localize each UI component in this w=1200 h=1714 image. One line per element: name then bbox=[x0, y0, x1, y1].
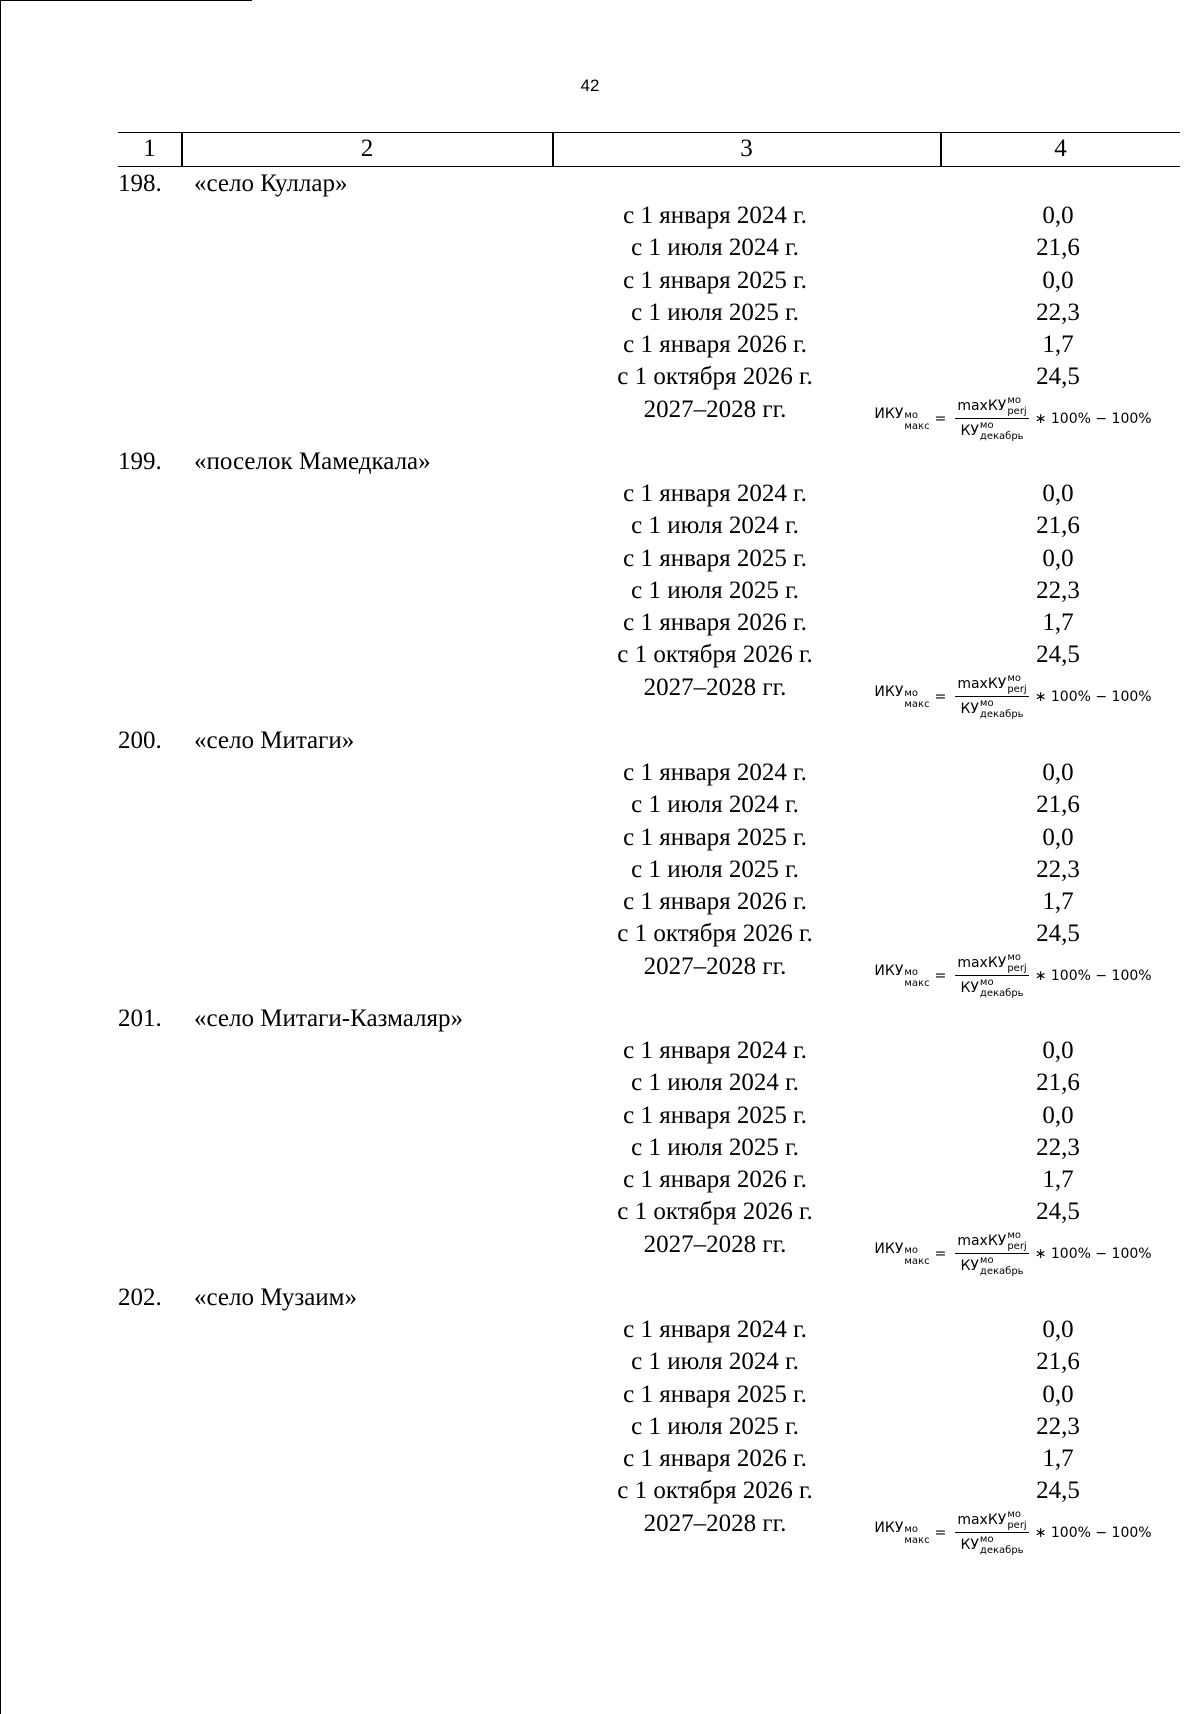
formula-denominator bbox=[958, 976, 1025, 999]
formula-superscript: мо bbox=[904, 687, 919, 699]
formula-subscript: декабрь bbox=[979, 988, 1024, 1000]
table-row bbox=[118, 297, 1180, 329]
period-cell: с 1 января 2024 г. bbox=[623, 202, 807, 229]
formula-row bbox=[118, 1229, 1180, 1279]
period-cell: с 1 января 2026 г. bbox=[623, 609, 807, 637]
period-cell: с 1 января 2025 г. bbox=[623, 1380, 807, 1408]
formula-numerator-indices bbox=[1007, 952, 1026, 974]
table-row bbox=[118, 1164, 1180, 1196]
formula-subscript: макс bbox=[904, 977, 930, 989]
value-cell: 24,5 bbox=[1036, 920, 1080, 948]
formula-superscript: мо bbox=[904, 966, 919, 978]
formula-subscript: макс bbox=[904, 1255, 930, 1267]
formula-subscript: декабрь bbox=[979, 1266, 1024, 1278]
formula bbox=[848, 394, 1178, 444]
formula-equals: = bbox=[934, 1245, 947, 1262]
table-row bbox=[118, 1475, 1180, 1507]
period-cell: с 1 января 2026 г. bbox=[623, 1166, 807, 1194]
value-cell: 24,5 bbox=[1036, 1198, 1080, 1226]
value-cell: 22,3 bbox=[1036, 855, 1080, 883]
scan-edge-top bbox=[0, 0, 252, 1]
period-cell: с 1 июля 2024 г. bbox=[631, 791, 799, 819]
formula-superscript: мо bbox=[979, 420, 994, 432]
formula-equals: = bbox=[934, 967, 947, 984]
formula-superscript: мо bbox=[1007, 1230, 1021, 1242]
table-row bbox=[118, 232, 1180, 264]
table-row bbox=[118, 789, 1180, 821]
header-col-4: 4 bbox=[1054, 135, 1067, 162]
formula-denominator-indices bbox=[980, 1255, 1024, 1277]
settlement-name: «село Куллар» bbox=[194, 170, 348, 197]
formula-superscript: мо bbox=[1007, 673, 1021, 685]
period-cell: с 1 января 2024 г. bbox=[623, 759, 807, 786]
formula-row bbox=[118, 394, 1180, 444]
entry-number: 199. bbox=[118, 448, 162, 475]
period-cell: с 1 октября 2026 г. bbox=[617, 1198, 813, 1226]
header-col-2: 2 bbox=[360, 135, 374, 162]
entry-rows bbox=[118, 200, 1180, 444]
value-cell: 22,3 bbox=[1036, 576, 1080, 604]
entry-number: 200. bbox=[118, 727, 162, 754]
formula-denominator-indices bbox=[980, 1534, 1024, 1556]
period-cell: с 1 января 2025 г. bbox=[623, 544, 807, 572]
formula-lhs bbox=[874, 1241, 929, 1267]
formula-superscript: мо bbox=[1007, 395, 1021, 407]
value-cell: 24,5 bbox=[1036, 641, 1080, 669]
period-cell: с 1 января 2024 г. bbox=[623, 1316, 807, 1343]
table-entry bbox=[118, 1004, 1180, 1282]
formula-superscript: мо bbox=[1007, 952, 1021, 964]
formula bbox=[848, 1508, 1178, 1558]
value-cell: 0,0 bbox=[1042, 480, 1074, 507]
formula-lhs-indices bbox=[904, 410, 929, 432]
period-cell: с 1 января 2025 г. bbox=[623, 823, 807, 851]
formula-subscript: макс bbox=[904, 698, 930, 710]
value-cell: 21,6 bbox=[1036, 1069, 1080, 1097]
period-cell: с 1 октября 2026 г. bbox=[617, 363, 813, 391]
value-cell: 22,3 bbox=[1036, 1412, 1080, 1440]
period-cell: с 1 октября 2026 г. bbox=[617, 641, 813, 669]
settlement-name: «село Митаги» bbox=[194, 727, 355, 754]
formula-tail: ∗ 100% − 100% bbox=[1034, 1524, 1152, 1541]
formula-lhs bbox=[874, 684, 929, 710]
table-row bbox=[118, 607, 1180, 639]
formula bbox=[848, 951, 1178, 1001]
table-row bbox=[118, 1443, 1180, 1475]
period-cell: 2027–2028 гг. bbox=[643, 395, 787, 423]
value-cell: 0,0 bbox=[1042, 266, 1074, 294]
formula-subscript: декабрь bbox=[979, 1545, 1024, 1557]
table-row bbox=[118, 918, 1180, 950]
header-col-3: 3 bbox=[740, 135, 753, 162]
period-cell: 2027–2028 гг. bbox=[643, 952, 787, 980]
formula-numerator-symbol: maxКУ bbox=[957, 676, 1007, 693]
formula-lhs bbox=[874, 406, 929, 432]
period-cell: с 1 января 2026 г. bbox=[623, 888, 807, 916]
period-cell: с 1 июля 2025 г. bbox=[631, 1133, 799, 1161]
table-row bbox=[118, 1067, 1180, 1099]
table-row bbox=[118, 1035, 1180, 1067]
formula-superscript: мо bbox=[1007, 1509, 1021, 1521]
value-cell: 21,6 bbox=[1036, 791, 1080, 819]
value-cell: 0,0 bbox=[1042, 759, 1074, 786]
formula-subscript: декабрь bbox=[979, 709, 1024, 721]
table-row bbox=[118, 361, 1180, 393]
formula-numerator bbox=[955, 673, 1028, 697]
table-row bbox=[118, 575, 1180, 607]
table-row bbox=[118, 854, 1180, 886]
value-cell: 24,5 bbox=[1036, 363, 1080, 391]
formula-fraction bbox=[955, 1230, 1028, 1277]
period-cell: с 1 июля 2024 г. bbox=[631, 512, 799, 540]
formula bbox=[848, 672, 1178, 722]
formula-numerator bbox=[955, 395, 1028, 419]
formula-superscript: мо bbox=[904, 1244, 919, 1256]
table-row bbox=[118, 329, 1180, 361]
formula-numerator bbox=[955, 952, 1028, 976]
formula-denominator bbox=[958, 1254, 1025, 1277]
value-cell: 0,0 bbox=[1042, 1316, 1074, 1343]
formula-equals: = bbox=[934, 410, 947, 427]
value-cell: 1,7 bbox=[1042, 331, 1074, 359]
formula-lhs-indices bbox=[904, 1245, 929, 1267]
value-cell: 0,0 bbox=[1042, 544, 1074, 572]
formula-row bbox=[118, 951, 1180, 1001]
formula-subscript: perj bbox=[1007, 963, 1027, 975]
period-cell: с 1 октября 2026 г. bbox=[617, 920, 813, 948]
formula-numerator-indices bbox=[1007, 395, 1026, 417]
formula-tail: ∗ 100% − 100% bbox=[1034, 1245, 1152, 1262]
value-cell: 1,7 bbox=[1042, 609, 1074, 637]
formula-fraction bbox=[955, 673, 1028, 720]
table-row bbox=[118, 510, 1180, 542]
table-row bbox=[118, 1100, 1180, 1132]
formula-subscript: perj bbox=[1007, 1520, 1027, 1532]
formula-subscript: perj bbox=[1007, 406, 1027, 418]
value-cell: 21,6 bbox=[1036, 512, 1080, 540]
value-cell: 0,0 bbox=[1042, 1101, 1074, 1129]
page-number: 42 bbox=[580, 76, 600, 95]
period-cell: с 1 января 2024 г. bbox=[623, 480, 807, 507]
formula-lhs-indices bbox=[904, 688, 929, 710]
formula-tail: ∗ 100% − 100% bbox=[1034, 688, 1152, 705]
formula-superscript: мо bbox=[979, 1534, 994, 1546]
formula-fraction bbox=[955, 395, 1028, 442]
table-row bbox=[118, 757, 1180, 789]
settlement-name: «село Музаим» bbox=[194, 1284, 358, 1311]
value-cell: 24,5 bbox=[1036, 1477, 1080, 1505]
table-row bbox=[118, 543, 1180, 575]
value-cell: 21,6 bbox=[1036, 234, 1080, 262]
table-row bbox=[118, 1132, 1180, 1164]
value-cell: 21,6 bbox=[1036, 1348, 1080, 1376]
formula-subscript: perj bbox=[1007, 684, 1027, 696]
period-cell: с 1 июля 2025 г. bbox=[631, 1412, 799, 1440]
entry-rows bbox=[118, 478, 1180, 722]
entry-rows bbox=[118, 1035, 1180, 1279]
formula-denominator-indices bbox=[980, 420, 1024, 442]
table-entry bbox=[118, 447, 1180, 725]
header-col-1: 1 bbox=[143, 135, 156, 162]
formula-denominator-symbol: КУ bbox=[960, 1258, 979, 1275]
period-cell: с 1 июля 2025 г. bbox=[631, 855, 799, 883]
formula-denominator-symbol: КУ bbox=[960, 1537, 979, 1554]
formula-lhs-indices bbox=[904, 1524, 929, 1546]
formula-equals: = bbox=[934, 688, 947, 705]
period-cell: 2027–2028 гг. bbox=[643, 673, 787, 701]
formula-lhs-symbol: ИКУ bbox=[874, 1519, 904, 1536]
entry-number: 198. bbox=[118, 170, 162, 197]
settlement-name: «село Митаги-Казмаляр» bbox=[194, 1005, 464, 1032]
period-cell: с 1 января 2026 г. bbox=[623, 1445, 807, 1473]
period-cell: с 1 января 2026 г. bbox=[623, 331, 807, 359]
period-cell: с 1 июля 2024 г. bbox=[631, 1069, 799, 1097]
value-cell: 22,3 bbox=[1036, 1133, 1080, 1161]
value-cell: 0,0 bbox=[1042, 1380, 1074, 1408]
formula-denominator-indices bbox=[980, 698, 1024, 720]
formula-superscript: мо bbox=[904, 1523, 919, 1535]
period-cell: с 1 июля 2024 г. bbox=[631, 234, 799, 262]
formula-lhs-symbol: ИКУ bbox=[874, 1240, 904, 1257]
formula-subscript: декабрь bbox=[979, 431, 1024, 443]
value-cell: 0,0 bbox=[1042, 823, 1074, 851]
value-cell: 1,7 bbox=[1042, 1445, 1074, 1473]
period-cell: с 1 июля 2025 г. bbox=[631, 298, 799, 326]
table-header-row bbox=[118, 132, 1180, 167]
formula bbox=[848, 1229, 1178, 1279]
table-entry bbox=[118, 726, 1180, 1004]
formula-superscript: мо bbox=[904, 409, 919, 421]
formula-row bbox=[118, 1508, 1180, 1558]
formula-numerator bbox=[955, 1230, 1028, 1254]
table-row bbox=[118, 639, 1180, 671]
formula-superscript: мо bbox=[979, 1255, 994, 1267]
value-cell: 0,0 bbox=[1042, 1037, 1074, 1064]
period-cell: с 1 января 2025 г. bbox=[623, 1101, 807, 1129]
formula-denominator-indices bbox=[980, 977, 1024, 999]
formula-fraction bbox=[955, 952, 1028, 999]
formula-lhs-indices bbox=[904, 967, 929, 989]
formula-numerator-symbol: maxКУ bbox=[957, 398, 1007, 415]
table-entry bbox=[118, 169, 1180, 447]
formula-lhs-symbol: ИКУ bbox=[874, 683, 904, 700]
table-row bbox=[118, 478, 1180, 510]
period-cell: с 1 октября 2026 г. bbox=[617, 1477, 813, 1505]
formula-denominator bbox=[958, 419, 1025, 442]
formula-lhs bbox=[874, 1520, 929, 1546]
formula-superscript: мо bbox=[979, 698, 994, 710]
table-row bbox=[118, 1411, 1180, 1443]
value-cell: 22,3 bbox=[1036, 298, 1080, 326]
period-cell: с 1 июля 2025 г. bbox=[631, 576, 799, 604]
settlement-name: «поселок Мамедкала» bbox=[194, 448, 431, 475]
formula-denominator bbox=[958, 1533, 1025, 1556]
formula-subscript: макс bbox=[904, 420, 930, 432]
formula-tail: ∗ 100% − 100% bbox=[1034, 967, 1152, 984]
formula-numerator-indices bbox=[1007, 673, 1026, 695]
formula-row bbox=[118, 672, 1180, 722]
formula-numerator bbox=[955, 1509, 1028, 1533]
period-cell: с 1 января 2025 г. bbox=[623, 266, 807, 294]
formula-lhs bbox=[874, 963, 929, 989]
entry-number: 201. bbox=[118, 1005, 162, 1032]
period-cell: 2027–2028 гг. bbox=[643, 1230, 787, 1258]
formula-denominator-symbol: КУ bbox=[960, 980, 979, 997]
formula-numerator-symbol: maxКУ bbox=[957, 955, 1007, 972]
value-cell: 1,7 bbox=[1042, 888, 1074, 916]
entry-rows bbox=[118, 757, 1180, 1001]
entry-rows bbox=[118, 1314, 1180, 1558]
formula-tail: ∗ 100% − 100% bbox=[1034, 410, 1152, 427]
table-row bbox=[118, 1196, 1180, 1228]
formula-numerator-symbol: maxКУ bbox=[957, 1233, 1007, 1250]
formula-equals: = bbox=[934, 1524, 947, 1541]
scan-edge-left bbox=[0, 0, 1, 1714]
formula-fraction bbox=[955, 1509, 1028, 1556]
formula-numerator-symbol: maxКУ bbox=[957, 1512, 1007, 1529]
table-row bbox=[118, 822, 1180, 854]
formula-lhs-symbol: ИКУ bbox=[874, 405, 904, 422]
formula-superscript: мо bbox=[979, 977, 994, 989]
formula-lhs-symbol: ИКУ bbox=[874, 962, 904, 979]
period-cell: 2027–2028 гг. bbox=[643, 1509, 787, 1537]
formula-numerator-indices bbox=[1007, 1509, 1026, 1531]
table-row bbox=[118, 1314, 1180, 1346]
table-row bbox=[118, 265, 1180, 297]
formula-denominator-symbol: КУ bbox=[960, 701, 979, 718]
value-cell: 1,7 bbox=[1042, 1166, 1074, 1194]
formula-numerator-indices bbox=[1007, 1230, 1026, 1252]
value-cell: 0,0 bbox=[1042, 202, 1074, 229]
entry-number: 202. bbox=[118, 1284, 162, 1311]
period-cell: с 1 января 2024 г. bbox=[623, 1037, 807, 1064]
formula-subscript: perj bbox=[1007, 1241, 1027, 1253]
table-row bbox=[118, 1346, 1180, 1378]
table-row bbox=[118, 886, 1180, 918]
formula-denominator-symbol: КУ bbox=[960, 423, 979, 440]
formula-subscript: макс bbox=[904, 1534, 930, 1546]
table-row bbox=[118, 1379, 1180, 1411]
formula-denominator bbox=[958, 697, 1025, 720]
table-entry bbox=[118, 1283, 1180, 1561]
table-row bbox=[118, 200, 1180, 232]
period-cell: с 1 июля 2024 г. bbox=[631, 1348, 799, 1376]
